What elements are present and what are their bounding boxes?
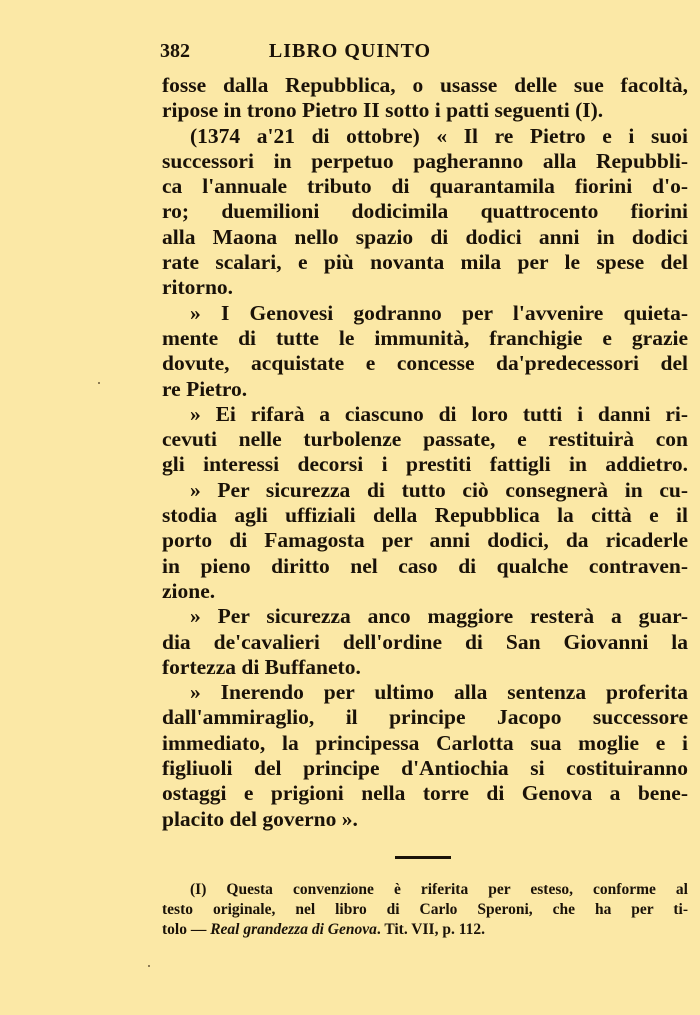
text-line: zione. [162,578,216,603]
page-number: 382 [160,40,190,62]
paper-speck [98,382,100,384]
footnote-text: tolo — [162,921,211,938]
footnote-line [162,920,688,940]
text-line: fosse dalla Repubblica, o usasse delle sue facoltà, [162,73,688,97]
text-line: successori in perpetuo pagheranno alla Repubbli- [162,148,688,173]
footnote [162,880,688,940]
text-line: figliuoli del principe d'Antiochia si costituiranno [162,756,688,781]
text-line: ritorno. [162,275,234,300]
text-line-content: ripose in trono Pietro II sotto i patti seguenti [162,98,570,123]
text-line: rate scalari, e più novanta mila per le spese del [162,250,688,275]
footnote-line: testo originale, nel libro di Carlo Speroni, che ha per ti- [162,901,688,918]
footnote-line: (I) Questa convenzione è riferita per esteso, conforme al [190,881,688,898]
text-line: alla Maona nello spazio di dodici anni in dodici [162,224,688,249]
paper-speck [148,965,150,967]
text-line: » Inerendo per ultimo alla sentenza proferita [190,680,688,705]
text-line [162,98,688,123]
footnote-text: . Tit. VII, p. 112. [376,921,485,938]
text-line: porto di Famagosta per anni dodici, da ricaderle [162,528,688,553]
text-line: ostaggi e prigioni nella torre di Genova a bene- [162,781,688,806]
footnote-rule [395,856,451,859]
text-line: cevuti nelle turbolenze passate, e restituirà con [162,427,688,452]
text-line: dia de'cavalieri dell'ordine di San Giovanni la [162,629,688,654]
text-line: placito del governo ». [162,806,358,831]
text-line: » I Genovesi godranno per l'avvenire quieta- [190,300,688,325]
text-line: mente di tutte le immunità, franchigie e grazie [162,325,688,350]
text-line: dall'ammiraglio, il principe Jacopo successore [162,705,688,730]
body-text [162,73,688,832]
text-line: » Per sicurezza anco maggiore resterà a guar- [190,604,688,629]
book-title: LIBRO QUINTO [268,40,432,62]
footnote-marker: (I). [575,98,604,123]
text-line: stodia agli uffiziali della Repubblica la città e il [162,503,688,528]
text-line: in pieno diritto nel caso di qualche contraven- [162,553,688,578]
footnote-book-title: Real grandezza di Genova [210,921,377,938]
text-line: immediato, la principessa Carlotta sua moglie e i [162,730,688,755]
text-line: ca l'annuale tributo di quarantamila fiorini d'o- [162,174,688,199]
running-head [160,40,540,70]
text-line: ro; duemilioni dodicimila quattrocento fiorini [162,199,688,224]
text-line: » Ei rifarà a ciascuno di loro tutti i danni ri- [190,401,688,426]
text-line: dovute, acquistate e concesse da'predecessori del [162,351,688,376]
text-line: (1374 a'21 di ottobre) « Il re Pietro e i suoi [190,123,688,148]
text-line: » Per sicurezza di tutto ciò consegnerà in cu- [190,477,688,502]
text-line: fortezza di Buffaneto. [162,654,361,679]
text-line: re Pietro. [162,376,248,401]
text-line: gli interessi decorsi i prestiti fattigli in addietro. [162,452,688,477]
